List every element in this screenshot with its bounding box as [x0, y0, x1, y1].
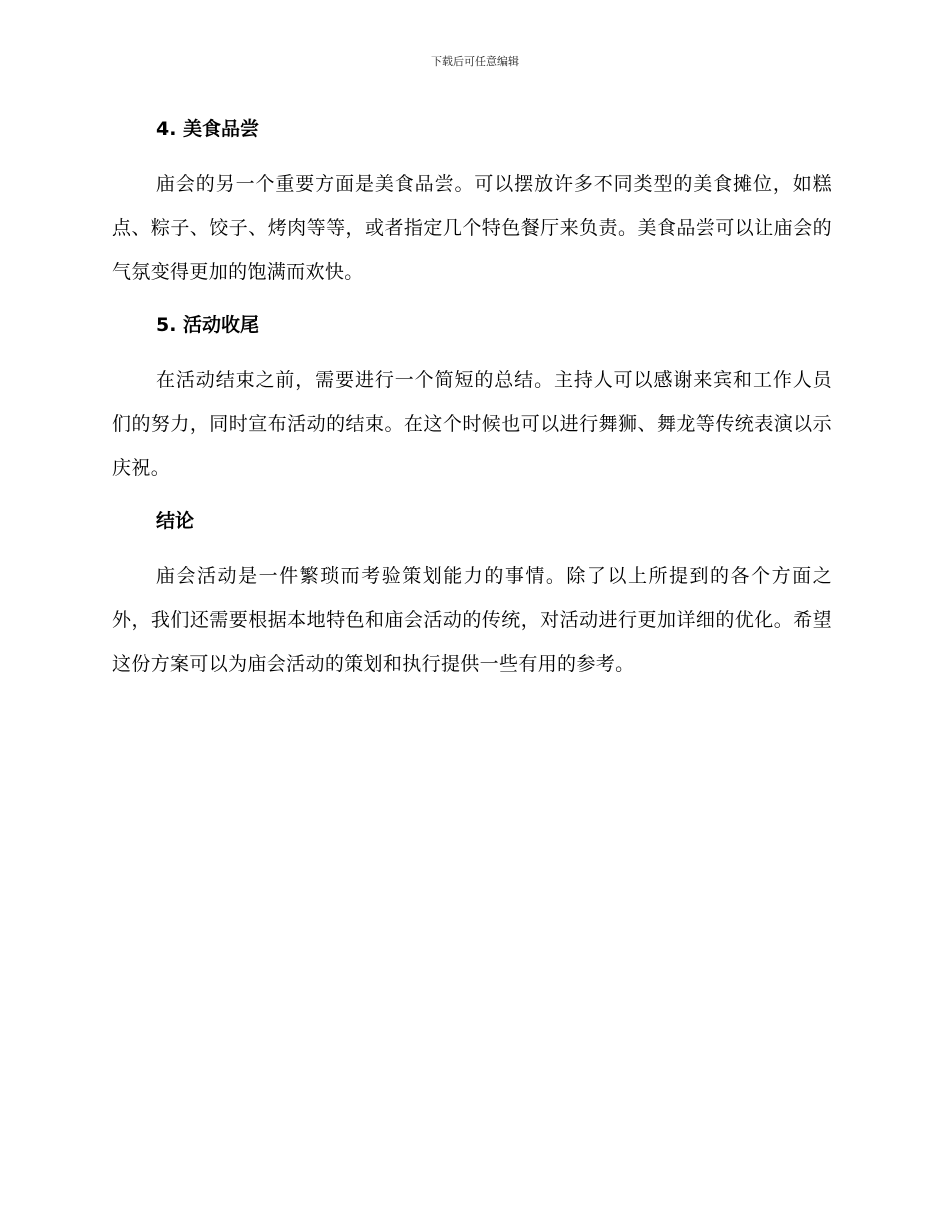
section-heading-event-closing: 5. 活动收尾 — [156, 314, 260, 336]
paragraph-conclusion: 庙会活动是一件繁琐而考验策划能力的事情。除了以上所提到的各个方面之外，我们还需要根据本地特色和庙会活动的传统，对活动进行更加详细的优化。希望这份方案可以为庙会活动的策划和执行提供一些有用的参考。 — [112, 565, 832, 675]
section-heading-conclusion: 结论 — [156, 510, 195, 532]
page-header: 下载后可任意编辑 — [431, 55, 519, 68]
section-heading-food-tasting: 4. 美食品尝 — [156, 118, 260, 140]
paragraph-food-tasting: 庙会的另一个重要方面是美食品尝。可以摆放许多不同类型的美食摊位，如糕点、粽子、饺子、烤肉等等，或者指定几个特色餐厅来负责。美食品尝可以让庙会的气氛变得更加的饱满而欢快。 — [112, 173, 832, 283]
paragraph-event-closing: 在活动结束之前，需要进行一个简短的总结。主持人可以感谢来宾和工作人员们的努力，同时宣布活动的结束。在这个时候也可以进行舞狮、舞龙等传统表演以示庆祝。 — [112, 369, 832, 479]
document-body — [112, 112, 832, 686]
